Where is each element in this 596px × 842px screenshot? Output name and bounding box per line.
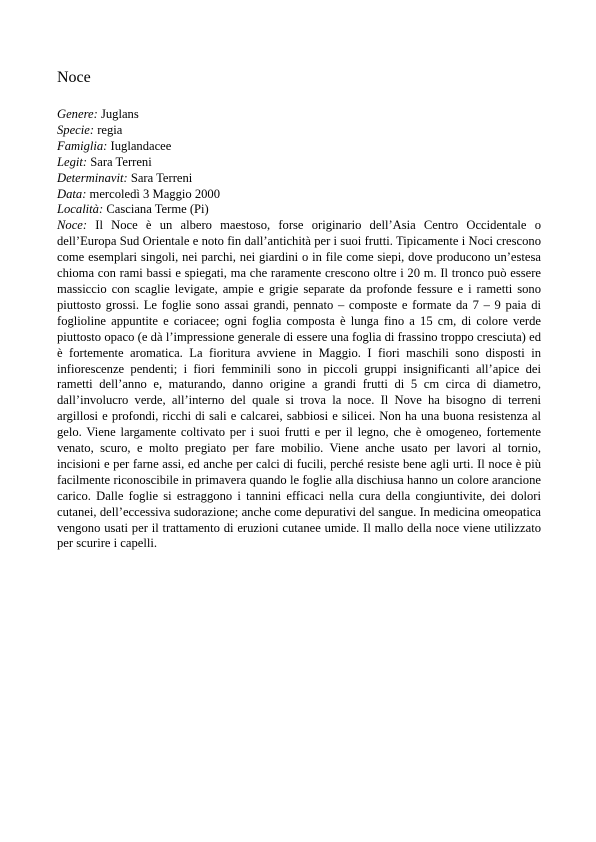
field-value: Juglans	[100, 107, 139, 121]
field-localita	[57, 202, 541, 218]
field-value: regia	[97, 122, 123, 137]
description-label: Noce:	[57, 218, 88, 233]
specimen-fields	[57, 107, 541, 552]
field-label: Genere:	[57, 107, 98, 121]
field-determinavit	[57, 171, 541, 187]
field-value: Iuglandacee	[110, 138, 172, 153]
field-value: Casciana Terme (Pi)	[106, 202, 209, 217]
field-data	[57, 187, 541, 203]
field-value: Sara Terreni	[90, 154, 152, 169]
field-genere	[57, 107, 541, 123]
field-label: Specie:	[57, 122, 95, 137]
field-specie	[57, 123, 541, 139]
field-label: Località:	[57, 202, 104, 217]
field-label: Legit:	[57, 154, 88, 169]
field-label: Determinavit:	[57, 170, 128, 185]
field-legit	[57, 155, 541, 171]
page-title: Noce	[57, 69, 91, 86]
field-value: mercoledì 3 Maggio 2000	[89, 186, 221, 201]
field-label: Famiglia:	[57, 138, 108, 153]
field-label: Data:	[57, 186, 87, 201]
description-paragraph	[57, 218, 541, 552]
description-text: Il Noce è un albero maestoso, forse originario dell’Asia Centro Occidentale o dell’Europa Sud Orientale e noto fin dall’antichità per i suoi frutti. Tipicamente i Noci crescono come esemplari singoli, nei parchi, nei giardini o in file come siepi, dove producono un’estesa chioma con rami bassi e spiegati, ma che raramente crescono oltre i 20 m. Il tronco può essere massiccio con scaglie levigate, ampie e grigie separate da profonde fessure e i rametti sono piuttosto grossi. Le foglie sono assai grandi, pennato – composte e formate da 7 – 9 paia di foglioline appuntite e coriacee; ogni foglia composta è lunga fino a 15 cm, di colore verde piuttosto opaco (e dà l’impressione generale di essere una foglia di frassino troppo cresciuta) ed è fortemente aromatica. La fioritura avviene in Maggio. I fiori maschili sono disposti in infiorescenze pendenti; i fiori femminili sono in piccoli gruppi insignificanti all’apice dei rametti dell’anno e, maturando, danno origine a grandi frutti di 5 cm circa di diametro, dall’involucro verde, all’interno del quale si trova la noce. Il Nove ha bisogno di terreni argillosi e profondi, ricchi di sali e calcarei, sabbiosi e silicei. Non ha una buona resistenza al gelo. Viene largamente coltivato per i suoi frutti e per il legno, che è omogeneo, fortemente venato, scuro, e molto pregiato per fare mobilio. Viene anche usato per lavori al tornio, incisioni e per farne assi, ed anche per calci di fucili, perché resiste bene agli urti. Il noce è più facilmente riconoscibile in primavera quando le foglie alla dischiusa hanno un colore arancione carico. Dalle foglie si estraggono i tannini efficaci nella cura della congiuntivite, dei dolori cutanei, dell’eccessiva sudorazione; anche come depurativi del sangue. In medicina omeopatica vengono usati per il trattamento di eruzioni cutanee umide. Il mallo della noce viene utilizzato per scurire i capelli.	[57, 218, 541, 551]
field-value: Sara Terreni	[130, 170, 193, 185]
field-famiglia	[57, 139, 541, 155]
